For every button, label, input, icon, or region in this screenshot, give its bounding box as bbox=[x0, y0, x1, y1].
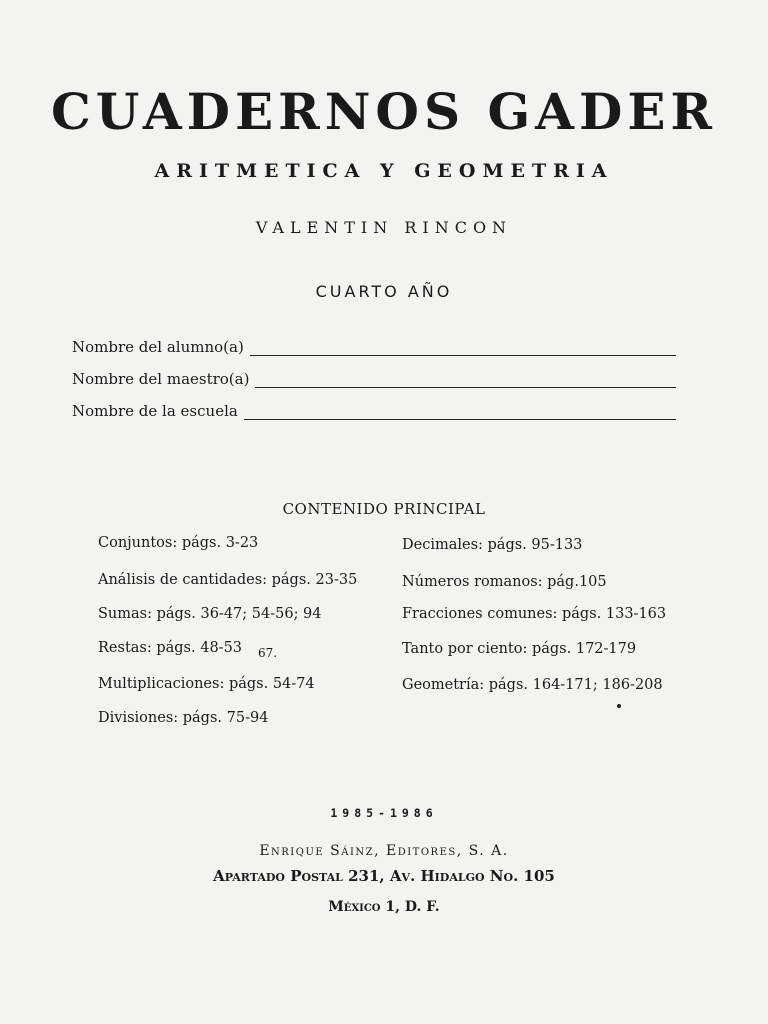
contents-item: Divisiones: págs. 75-94 bbox=[98, 710, 269, 726]
school-name-label: Nombre de la escuela bbox=[72, 402, 238, 420]
publisher-city: México 1, D. F. bbox=[328, 899, 440, 915]
book-subtitle: ARITMETICA Y GEOMETRIA bbox=[154, 160, 614, 182]
grade-level: CUARTO AÑO bbox=[315, 282, 453, 301]
student-name-field bbox=[72, 334, 676, 356]
teacher-name-label: Nombre del maestro(a) bbox=[72, 370, 250, 388]
school-year: 1985-1986 bbox=[330, 806, 438, 820]
student-name-label: Nombre del alumno(a) bbox=[72, 338, 244, 356]
contents-item: Multiplicaciones: págs. 54-74 bbox=[98, 676, 315, 692]
contents-heading: CONTENIDO PRINCIPAL bbox=[282, 500, 486, 518]
school-name-line bbox=[244, 403, 676, 420]
contents-item: Tanto por ciento: págs. 172-179 bbox=[402, 641, 637, 657]
student-name-line bbox=[250, 339, 676, 356]
author-name: VALENTIN RINCON bbox=[255, 218, 513, 237]
contents-item: Fracciones comunes: págs. 133-163 bbox=[402, 606, 667, 622]
contents-item: Números romanos: pág.105 bbox=[402, 574, 607, 590]
handwritten-note: 67. bbox=[258, 646, 278, 660]
contents-item: Geometría: págs. 164-171; 186-208 bbox=[402, 677, 663, 693]
contents-item: Decimales: págs. 95-133 bbox=[402, 537, 583, 553]
book-title: CUADERNOS GADER bbox=[51, 82, 717, 141]
publisher-name: Enrique Sáinz, Editores, S. A. bbox=[259, 843, 509, 859]
teacher-name-line bbox=[255, 371, 676, 388]
teacher-name-field bbox=[72, 366, 676, 388]
school-name-field bbox=[72, 398, 676, 420]
contents-item: Restas: págs. 48-53 bbox=[98, 640, 243, 656]
ink-dot bbox=[617, 704, 621, 708]
contents-item: Conjuntos: págs. 3-23 bbox=[98, 535, 259, 551]
contents-item: Análisis de cantidades: págs. 23-35 bbox=[98, 572, 358, 588]
publisher-address: Apartado Postal 231, Av. Hidalgo No. 105 bbox=[213, 867, 555, 885]
contents-item: Sumas: págs. 36-47; 54-56; 94 bbox=[98, 606, 322, 622]
